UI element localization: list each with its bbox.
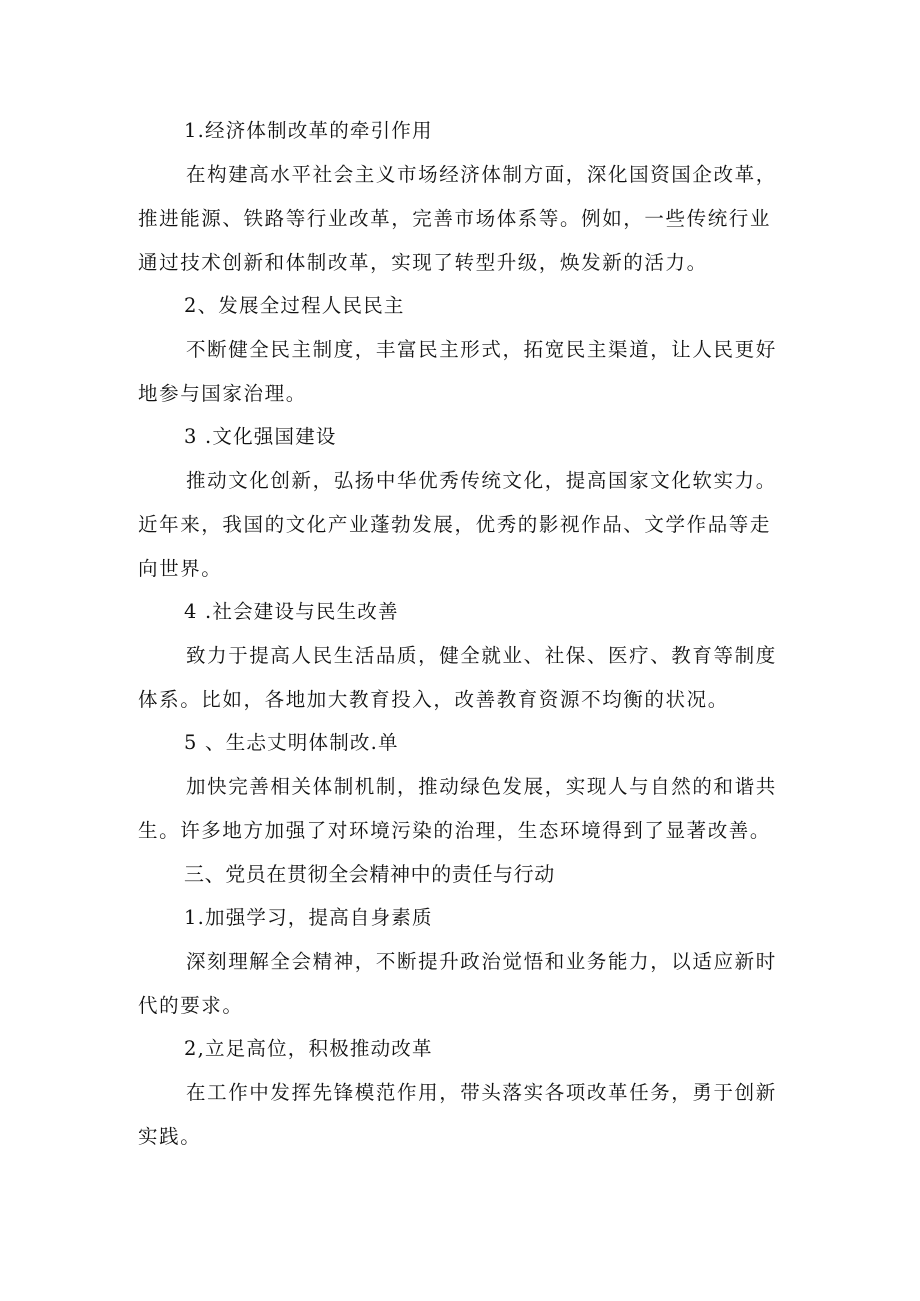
paragraph-line: 通过技术创新和体制改革，实现了转型升级，焕发新的活力。 [138,251,708,274]
paragraph-line: 致力于提高人民生活品质，健全就业、社保、医疗、教育等制度 [186,644,777,667]
paragraph-line: 加快完善相关体制机制，推动绿色发展，实现人与自然的和谐共 [186,775,777,798]
paragraph-line: 生。许多地方加强了对环境污染的治理，生态环境得到了显著改善。 [138,819,772,842]
subheading-economic-reform: 1.经济体制改革的牵引作用 [184,119,433,142]
paragraph-line: 在构建高水平社会主义市场经济体制方面，深化国资国企改革， [186,163,777,186]
paragraph-line: 深刻理解全会精神，不断提升政治觉悟和业务能力，以适应新时 [186,950,777,973]
paragraph-line: 推动文化创新，弘扬中华优秀传统文化，提高国家文化软实力。 [186,469,777,492]
paragraph-line: 推进能源、铁路等行业改革，完善市场体系等。例如，一些传统行业 [138,207,772,230]
paragraph-line: 代的要求。 [138,994,244,1017]
subheading-study: 1.加强学习，提高自身素质 [184,906,433,929]
paragraph-line: 体系。比如，各地加大教育投入，改善教育资源不均衡的状况。 [138,688,729,711]
subheading-culture: 3 .文化强国建设 [184,425,337,448]
subheading-promote-reform: 2,立足高位，积极推动改革 [184,1037,433,1060]
paragraph-line: 地参与国家治理。 [138,382,307,405]
paragraph-line: 在工作中发挥先锋模范作用，带头落实各项改革任务，勇于创新 [186,1081,777,1104]
paragraph-line: 向世界。 [138,557,223,580]
section-heading-party-members: 三、党员在贯彻全会精神中的责任与行动 [184,862,555,886]
subheading-ecology: 5 、生忐丈明体制改.单 [184,731,399,754]
subheading-democracy: 2、发展全过程人民民主 [184,294,405,317]
paragraph-line: 近年来，我国的文化产业蓬勃发展，优秀的影视作品、文学作品等走 [138,513,772,536]
paragraph-line: 不断健全民主制度，丰富民主形式，拓宽民主渠道，让人民更好 [186,338,777,361]
subheading-social-livelihood: 4 .社会建设与民生改善 [184,600,399,623]
paragraph-line: 实践。 [138,1125,202,1148]
